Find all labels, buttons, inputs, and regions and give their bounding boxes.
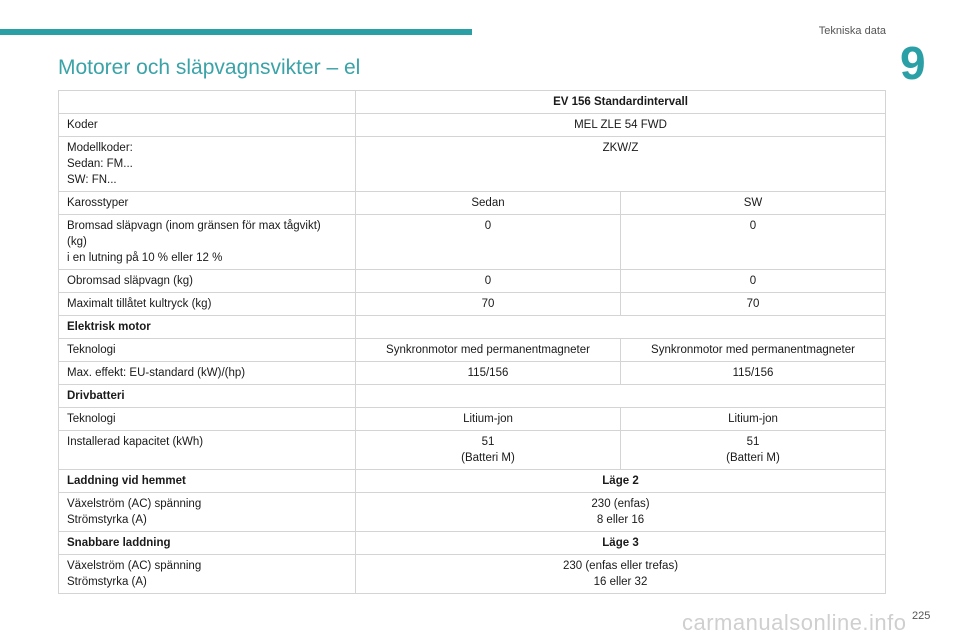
label-line: Strömstyrka (A) [67,514,147,526]
value-line: 51 [746,436,760,448]
label-line: Sedan: FM... [67,158,133,170]
row-value: MEL ZLE 54 FWD [356,114,886,137]
value-line: 51 [481,436,495,448]
watermark: carmanualsonline.info [682,610,907,635]
label-line: SW: FN... [67,174,117,186]
section-name: Tekniska data [818,25,886,37]
row-value: ZKW/Z [356,137,886,192]
label-line: Växelström (AC) spänning [67,498,202,510]
value-line: 8 eller 16 [596,514,645,526]
table-row [59,215,886,270]
sw-value: 115/156 [621,362,886,385]
table-row [59,293,886,316]
row-value [356,555,886,594]
table-row [59,493,886,532]
row-label: Teknologi [59,408,356,431]
sw-value: 0 [621,215,886,270]
section-heading: Laddning vid hemmet [59,470,356,493]
table-row [59,408,886,431]
charging-mode: Läge 2 [356,470,886,493]
row-label [59,555,356,594]
section-heading: Drivbatteri [59,385,356,408]
row-label [59,215,356,270]
table-row [59,470,886,493]
value-line: (Batteri M) [726,452,780,464]
table-row [59,114,886,137]
spec-table [58,90,886,594]
row-label: Maximalt tillåtet kultryck (kg) [59,293,356,316]
table-row [59,316,886,339]
table-row [59,192,886,215]
label-line: Modellkoder: [67,142,133,154]
table-row [59,555,886,594]
row-label: Installerad kapacitet (kWh) [59,431,356,470]
sw-value: Synkronmotor med permanentmagneter [621,339,886,362]
section-heading: Snabbare laddning [59,532,356,555]
model-header: EV 156 Standardintervall [356,91,886,114]
header-accent-bar [0,29,472,35]
sedan-value: Sedan [356,192,621,215]
table-row [59,339,886,362]
page-number: 225 [912,610,931,622]
sedan-value: 70 [356,293,621,316]
sw-value: SW [621,192,886,215]
sw-value: 0 [621,270,886,293]
charging-mode: Läge 3 [356,532,886,555]
sedan-value: Litium-jon [356,408,621,431]
table-row [59,362,886,385]
value-line: 230 (enfas) [591,498,650,510]
table-row [59,91,886,114]
row-label [59,493,356,532]
page-title: Motorer och släpvagnsvikter – el [58,56,361,79]
header-empty-cell [59,91,356,114]
label-line: Strömstyrka (A) [67,576,147,588]
sedan-value: Synkronmotor med permanentmagneter [356,339,621,362]
empty-cell [356,385,886,408]
row-label: Koder [59,114,356,137]
value-line: 230 (enfas eller trefas) [562,560,679,572]
row-value [356,493,886,532]
row-label: Obromsad släpvagn (kg) [59,270,356,293]
row-label [59,137,356,192]
value-line: 16 eller 32 [593,576,648,588]
row-label: Karosstyper [59,192,356,215]
value-line: (Batteri M) [461,452,515,464]
section-heading: Elektrisk motor [59,316,356,339]
sw-value: 70 [621,293,886,316]
label-line: Bromsad släpvagn (inom gränsen för max tågvikt) [67,220,321,232]
table-row [59,137,886,192]
sedan-value [356,431,621,470]
chapter-number: 9 [900,37,926,89]
label-line: i en lutning på 10 % eller 12 % [67,252,223,264]
label-line: (kg) [67,236,87,248]
sedan-value: 0 [356,215,621,270]
row-label: Teknologi [59,339,356,362]
sw-value: Litium-jon [621,408,886,431]
table-row [59,270,886,293]
table-row [59,431,886,470]
sedan-value: 0 [356,270,621,293]
table-row [59,532,886,555]
sw-value [621,431,886,470]
sedan-value: 115/156 [356,362,621,385]
table-row [59,385,886,408]
row-label: Max. effekt: EU-standard (kW)/(hp) [59,362,356,385]
empty-cell [356,316,886,339]
label-line: Växelström (AC) spänning [67,560,202,572]
